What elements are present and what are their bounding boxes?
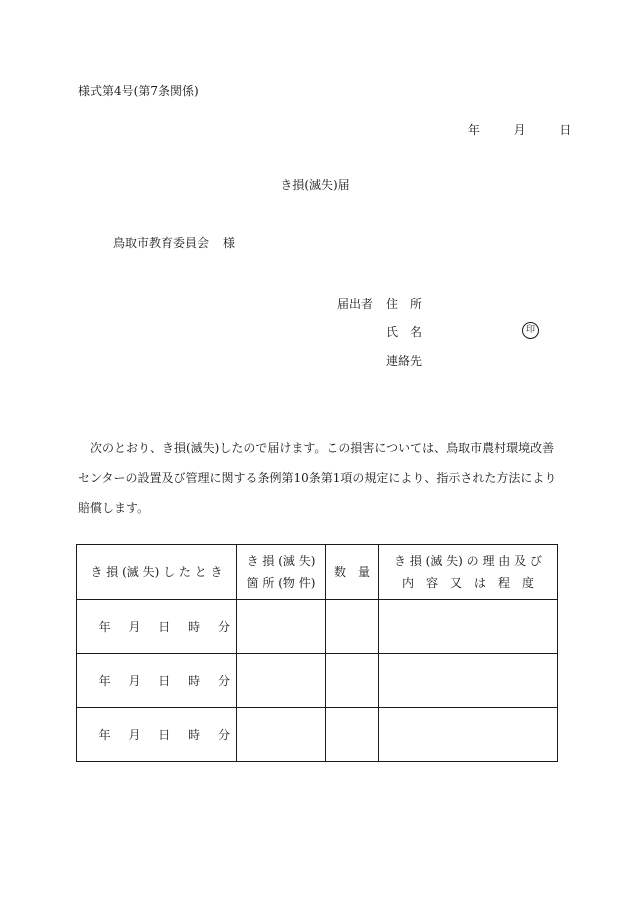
table-row [77, 708, 558, 762]
header-reason-line-2: 内 容 又 は 程 度 [401, 576, 534, 590]
hour-label: 時 [188, 620, 201, 634]
row-datetime-cell[interactable] [77, 708, 237, 762]
header-location-line-1: き 損 (滅 失) [246, 554, 316, 568]
addressee [113, 235, 235, 251]
declaration-line-2: センターの設置及び管理に関する条例第10条第1項の規定により、指示された方法により [78, 471, 557, 485]
row-datetime-cell[interactable] [77, 654, 237, 708]
row-location-cell[interactable] [237, 708, 326, 762]
month-label: 月 [128, 728, 141, 742]
row-quantity-cell[interactable] [326, 654, 379, 708]
row-quantity-cell[interactable] [326, 708, 379, 762]
hour-label: 時 [188, 674, 201, 688]
month-label: 月 [128, 620, 141, 634]
form-number: 様式第4号(第7条関係) [78, 84, 199, 98]
date-year-label: 年 [468, 123, 481, 137]
year-label: 年 [98, 620, 111, 634]
minute-label: 分 [217, 620, 230, 634]
filer-name-label: 氏 名 [386, 325, 423, 339]
day-label: 日 [158, 728, 171, 742]
filer-address-label: 住 所 [386, 297, 423, 311]
addressee-honorific: 様 [223, 236, 236, 250]
day-label: 日 [158, 620, 171, 634]
declaration-line-3: 賠償します。 [78, 501, 150, 515]
row-reason-cell[interactable] [379, 600, 558, 654]
table-row [77, 654, 558, 708]
date-day-label: 日 [559, 123, 572, 137]
filer-contact-label: 連絡先 [386, 354, 423, 368]
month-label: 月 [128, 674, 141, 688]
minute-label: 分 [217, 674, 230, 688]
declaration-text [78, 433, 556, 523]
year-label: 年 [98, 728, 111, 742]
hour-label: 時 [188, 728, 201, 742]
day-label: 日 [158, 674, 171, 688]
submission-date [468, 122, 571, 138]
damage-table [76, 544, 558, 762]
header-reason [379, 545, 558, 600]
header-when: き 損 (滅 失) し た と き [77, 545, 237, 600]
row-quantity-cell[interactable] [326, 600, 379, 654]
addressee-name: 鳥取市教育委員会 [113, 236, 210, 250]
row-reason-cell[interactable] [379, 654, 558, 708]
document-title: き損(滅失)届 [280, 178, 350, 192]
seal-mark: 印 [522, 322, 539, 339]
minute-label: 分 [217, 728, 230, 742]
row-reason-cell[interactable] [379, 708, 558, 762]
header-reason-line-1: き 損 (滅 失) の 理 由 及 び [394, 554, 542, 568]
declaration-line-1: 次のとおり、き損(滅失)したので届けます。この損害については、鳥取市農村環境改善 [78, 441, 555, 455]
filer-heading: 届出者 [337, 297, 374, 311]
header-quantity: 数 量 [326, 545, 379, 600]
row-location-cell[interactable] [237, 654, 326, 708]
table-row [77, 600, 558, 654]
year-label: 年 [98, 674, 111, 688]
table-header-row [77, 545, 558, 600]
header-location [237, 545, 326, 600]
row-location-cell[interactable] [237, 600, 326, 654]
date-month-label: 月 [513, 123, 526, 137]
row-datetime-cell[interactable] [77, 600, 237, 654]
header-location-line-2: 箇 所 (物 件) [246, 576, 316, 590]
